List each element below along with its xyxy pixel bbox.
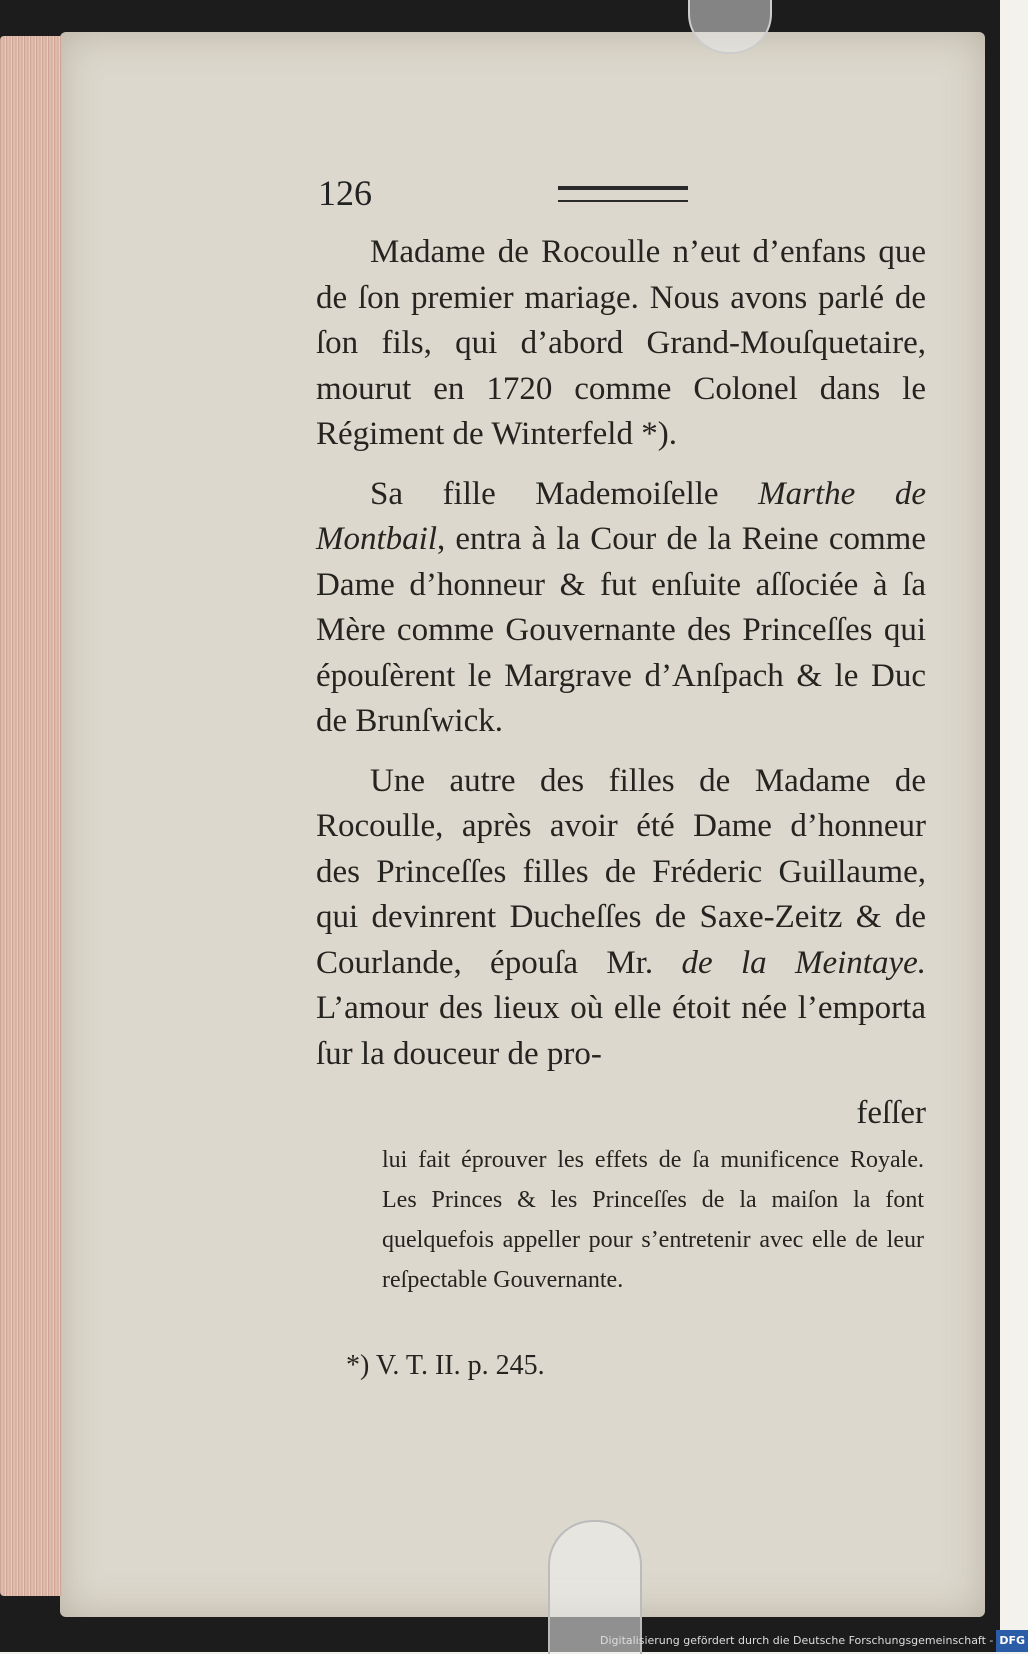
page-header — [318, 172, 928, 216]
page-edges — [0, 36, 62, 1596]
paragraph-2-lead: Sa fille Mademoiſelle — [370, 475, 759, 512]
paragraph-2 — [316, 472, 926, 745]
credit-text: Digitalisierung gefördert durch die Deutsche Forschungsgemeinschaft - — [600, 1634, 994, 1647]
paragraph-3-tail: L’amour des lieux où elle étoit née l’emporta ſur la douceur de pro- — [316, 990, 926, 1072]
main-text — [316, 230, 926, 1137]
paragraph-3 — [316, 759, 926, 1078]
catchword: feſſer — [856, 1095, 926, 1131]
paragraph-1: Madame de Rocoulle n’eut d’enfans que de ſon premier mariage. Nous avons parlé de ſon fils, qui d’abord Grand-Mouſquetaire, mourut en 1720 comme Colonel dans le Régiment de Winterfeld *). — [316, 234, 926, 452]
paragraph-2-name: Marthe de Montbail — [316, 475, 926, 557]
dfg-logo: DFG — [996, 1630, 1028, 1652]
footnote-text: lui fait éprouver les effets de ſa munificence Royale. Les Princes & les Princeſſes de la maiſon la font quelquefois appeller pour s’entretenir avec elle de leur reſpectable Gouvernante. — [382, 1147, 924, 1293]
paragraph-3-lead: Une autre des filles de Madame de Rocoulle, après avoir été Dame d’honneur des Princeſſes filles de Fréderic Guillaume, qui devinrent Ducheſſes de Saxe-Zeitz & de Courlande, épouſa Mr. — [316, 762, 926, 981]
paragraph-3-name: de la Meintaye. — [681, 944, 926, 981]
page-number: 126 — [318, 173, 372, 213]
digitization-credit — [600, 1630, 1026, 1652]
paragraph-2-rest: , entra à la Cour de la Reine comme Dame d’honneur & fut enſuite aſſociée à ſa Mère comme Gouvernante des Princeſſes qui épouſèrent le Margrave d’Anſpach & le Duc de Brunſwick. — [316, 521, 926, 739]
header-rule — [558, 186, 688, 202]
footnote-reference: *) V. T. II. p. 245. — [346, 1350, 545, 1381]
